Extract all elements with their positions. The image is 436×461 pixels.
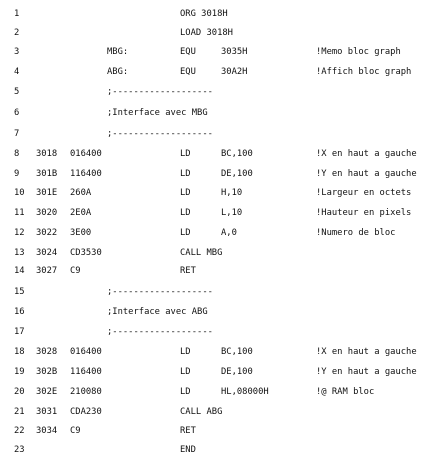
line-number: 14 <box>14 266 25 276</box>
listing-line <box>0 405 436 419</box>
line-operands: HL,08000H <box>221 387 269 397</box>
listing-line <box>0 127 436 141</box>
line-number: 19 <box>14 367 25 377</box>
line-number: 18 <box>14 347 25 357</box>
line-comment: !Hauteur en pixels <box>316 208 412 218</box>
line-opcode: LOAD 3018H <box>180 28 233 38</box>
line-comment: !Y en haut a gauche <box>316 169 417 179</box>
line-number: 16 <box>14 307 25 317</box>
line-number: 20 <box>14 387 25 397</box>
line-opcode: LD <box>180 347 191 357</box>
line-address: 3018 <box>36 149 58 159</box>
line-number: 1 <box>14 9 20 19</box>
line-number: 10 <box>14 188 25 198</box>
line-opcode: LD <box>180 169 191 179</box>
listing-line <box>0 385 436 399</box>
line-opcode: RET <box>180 426 196 436</box>
line-address: 3031 <box>36 407 58 417</box>
line-number: 3 <box>14 47 20 57</box>
line-machine-code: CD3530 <box>70 248 102 258</box>
line-machine-code: CDA230 <box>70 407 102 417</box>
listing-line <box>0 365 436 379</box>
line-number: 5 <box>14 87 20 97</box>
line-number: 15 <box>14 287 25 297</box>
line-label: ;------------------- <box>107 87 213 97</box>
line-machine-code: C9 <box>70 266 81 276</box>
line-number: 11 <box>14 208 25 218</box>
line-comment: !Y en haut a gauche <box>316 367 417 377</box>
line-opcode: END <box>180 445 196 455</box>
line-operands: 30A2H <box>221 67 248 77</box>
line-opcode: LD <box>180 387 191 397</box>
line-opcode: EQU <box>180 67 196 77</box>
listing-line <box>0 167 436 181</box>
line-opcode: CALL MBG <box>180 248 223 258</box>
line-comment: !Memo bloc graph <box>316 47 401 57</box>
line-label: ;Interface avec ABG <box>107 307 208 317</box>
line-machine-code: 116400 <box>70 169 102 179</box>
line-machine-code: 260A <box>70 188 92 198</box>
line-number: 4 <box>14 67 20 77</box>
line-comment: !@ RAM bloc <box>316 387 375 397</box>
listing-line <box>0 305 436 319</box>
line-number: 7 <box>14 129 20 139</box>
line-operands: BC,100 <box>221 149 253 159</box>
line-number: 23 <box>14 445 25 455</box>
line-number: 2 <box>14 28 20 38</box>
line-opcode: LD <box>180 228 191 238</box>
listing-line <box>0 443 436 457</box>
line-machine-code: 2E0A <box>70 208 92 218</box>
line-number: 6 <box>14 108 20 118</box>
line-address: 302E <box>36 387 58 397</box>
line-operands: H,10 <box>221 188 243 198</box>
line-comment: !X en haut a gauche <box>316 347 417 357</box>
line-opcode: LD <box>180 208 191 218</box>
line-machine-code: 116400 <box>70 367 102 377</box>
line-number: 8 <box>14 149 20 159</box>
line-machine-code: 3E00 <box>70 228 92 238</box>
line-machine-code: 016400 <box>70 149 102 159</box>
line-opcode: LD <box>180 367 191 377</box>
listing-line <box>0 65 436 79</box>
listing-line <box>0 226 436 240</box>
line-comment: !Largeur en octets <box>316 188 412 198</box>
line-operands: L,10 <box>221 208 243 218</box>
listing-line <box>0 45 436 59</box>
line-label: ;Interface avec MBG <box>107 108 208 118</box>
listing-line <box>0 186 436 200</box>
listing-line <box>0 345 436 359</box>
line-label: ABG: <box>107 67 129 77</box>
line-number: 21 <box>14 407 25 417</box>
line-address: 302B <box>36 367 58 377</box>
line-machine-code: C9 <box>70 426 81 436</box>
line-machine-code: 210080 <box>70 387 102 397</box>
listing-line <box>0 285 436 299</box>
line-address: 3020 <box>36 208 58 218</box>
listing-line <box>0 424 436 438</box>
listing-line <box>0 264 436 278</box>
line-number: 12 <box>14 228 25 238</box>
listing-line <box>0 85 436 99</box>
line-number: 13 <box>14 248 25 258</box>
listing-line <box>0 106 436 120</box>
listing-line <box>0 26 436 40</box>
line-opcode: ORG 3018H <box>180 9 228 19</box>
line-label: ;------------------- <box>107 327 213 337</box>
line-operands: A,0 <box>221 228 237 238</box>
listing-line <box>0 325 436 339</box>
line-operands: DE,100 <box>221 169 253 179</box>
line-opcode: EQU <box>180 47 196 57</box>
line-address: 3024 <box>36 248 58 258</box>
line-operands: DE,100 <box>221 367 253 377</box>
line-address: 301E <box>36 188 58 198</box>
line-opcode: CALL ABG <box>180 407 223 417</box>
line-label: ;------------------- <box>107 287 213 297</box>
line-number: 17 <box>14 327 25 337</box>
line-label: MBG: <box>107 47 129 57</box>
line-comment: !Numero de bloc <box>316 228 396 238</box>
listing-line <box>0 147 436 161</box>
listing-line <box>0 246 436 260</box>
line-operands: BC,100 <box>221 347 253 357</box>
line-comment: !X en haut a gauche <box>316 149 417 159</box>
line-address: 3022 <box>36 228 58 238</box>
line-machine-code: 016400 <box>70 347 102 357</box>
listing-line <box>0 7 436 21</box>
line-number: 22 <box>14 426 25 436</box>
line-opcode: RET <box>180 266 196 276</box>
line-opcode: LD <box>180 149 191 159</box>
listing-line <box>0 206 436 220</box>
line-address: 3028 <box>36 347 58 357</box>
line-number: 9 <box>14 169 20 179</box>
line-opcode: LD <box>180 188 191 198</box>
line-address: 3027 <box>36 266 58 276</box>
line-address: 301B <box>36 169 58 179</box>
line-operands: 3035H <box>221 47 248 57</box>
line-comment: !Affich bloc graph <box>316 67 412 77</box>
line-label: ;------------------- <box>107 129 213 139</box>
line-address: 3034 <box>36 426 58 436</box>
